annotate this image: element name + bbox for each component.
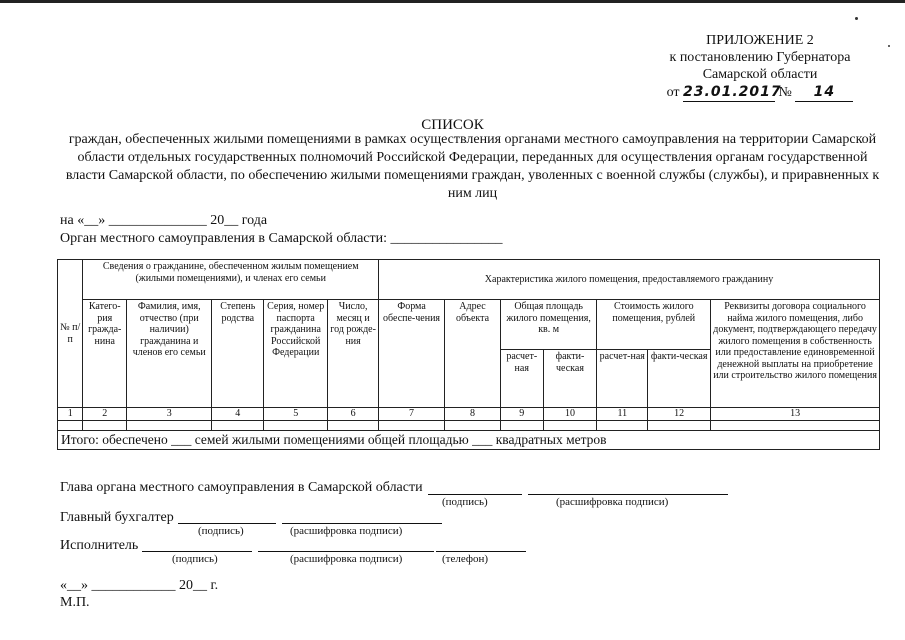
column-numbers-row xyxy=(58,408,880,421)
head-signature-line xyxy=(428,494,522,495)
header-group-housing: Характеристика жилого помещения, предоставляемого гражданину xyxy=(379,260,880,300)
executor-phone-caption: (телефон) xyxy=(442,553,489,565)
accountant-signature-line xyxy=(178,523,276,524)
header-address: Адрес объекта xyxy=(445,300,501,408)
stamp-place: М.П. xyxy=(60,595,90,610)
column-number: 6 xyxy=(328,408,379,421)
header-cost-calc: расчет-ная xyxy=(597,350,648,408)
column-number: 13 xyxy=(711,408,880,421)
header-fio: Фамилия, имя, отчество (при наличии) гражданина и членов его семьи xyxy=(127,300,212,408)
column-number: 7 xyxy=(379,408,445,421)
report-date-line: на «__» ______________ 20__ года xyxy=(60,213,268,228)
executor-phone-line xyxy=(436,551,526,552)
head-decoding-line xyxy=(528,494,728,495)
column-number: 3 xyxy=(127,408,212,421)
column-number: 9 xyxy=(500,408,543,421)
header-relation: Степень родства xyxy=(212,300,264,408)
column-number: 4 xyxy=(212,408,264,421)
scan-speck xyxy=(855,17,858,20)
total-row xyxy=(58,430,880,449)
header-category: Катего-рия гражда-нина xyxy=(83,300,127,408)
document-description: граждан, обеспеченных жилыми помещениями в рамках осуществления органами местного самоуправления на территории Самарской области отдельных государственных полномочий Российской Федерации, переданных для осуществления органам государственной власти Самарской области, по обеспечению жилыми помещениями граждан, уволенных с военной службы (службы), и приравненных к ним лиц xyxy=(65,132,880,201)
header-form: Форма обеспе-чения xyxy=(379,300,445,408)
accountant-label: Главный бухгалтер xyxy=(60,510,174,525)
appendix-title: ПРИЛОЖЕНИЕ 2 xyxy=(706,33,814,48)
handwritten-number: 14 xyxy=(795,84,853,102)
header-passport: Серия, номер паспорта гражданина Российской Федерации xyxy=(264,300,328,408)
header-num: № п/п xyxy=(58,260,83,408)
executor-decoding-line xyxy=(258,551,434,552)
accountant-decoding-line xyxy=(282,523,442,524)
total-text: Итого: обеспечено ___ семей жилыми помещениями общей площадью ___ квадратных метров xyxy=(58,430,880,449)
column-number: 10 xyxy=(543,408,597,421)
appendix-block xyxy=(640,32,880,102)
appendix-date-number: от 23.01.2017 № 14 xyxy=(640,84,880,102)
organ-line: Орган местного самоуправления в Самарской области: ________________ xyxy=(60,231,503,246)
handwritten-date: 23.01.2017 xyxy=(683,84,782,100)
header-area-actual: факти-ческая xyxy=(543,350,597,408)
document-title: СПИСОК xyxy=(421,117,484,133)
column-number: 1 xyxy=(58,408,83,421)
header-group-citizen: Сведения о гражданине, обеспеченном жилым помещением (жилыми помещениями), и членах его семьи xyxy=(83,260,379,300)
page-top-border xyxy=(0,0,905,3)
accountant-decoding-caption: (расшифровка подписи) xyxy=(290,525,403,537)
header-birth: Число, месяц и год рожде-ния xyxy=(328,300,379,408)
column-number: 8 xyxy=(445,408,501,421)
header-requisites: Реквизиты договора социального найма жилого помещения, либо документ, подтверждающего передачу жилого помещения в собственность или предоставление единовременной денежной выплаты на приобретение или строительство жилого помещения xyxy=(711,300,880,408)
column-number: 2 xyxy=(83,408,127,421)
head-decoding-caption: (расшифровка подписи) xyxy=(556,496,669,508)
executor-signature-caption: (подпись) xyxy=(172,553,218,565)
column-number: 11 xyxy=(597,408,648,421)
executor-label: Исполнитель xyxy=(60,538,139,553)
header-area: Общая площадь жилого помещения, кв. м xyxy=(500,300,596,350)
executor-decoding-caption: (расшифровка подписи) xyxy=(290,553,403,565)
header-cost: Стоимость жилого помещения, рублей xyxy=(597,300,711,350)
signature-date-line: «__» ____________ 20__ г. xyxy=(60,578,219,593)
appendix-region: Самарской области xyxy=(702,67,818,82)
accountant-signature-caption: (подпись) xyxy=(198,525,244,537)
head-label: Глава органа местного самоуправления в Самарской области xyxy=(60,480,423,495)
header-cost-actual: факти-ческая xyxy=(648,350,711,408)
scan-speck xyxy=(888,45,890,47)
head-signature-caption: (подпись) xyxy=(442,496,488,508)
appendix-resolution: к постановлению Губернатора xyxy=(669,50,851,65)
citizens-table xyxy=(57,259,880,450)
executor-signature-line xyxy=(142,551,252,552)
column-number: 5 xyxy=(264,408,328,421)
table-row xyxy=(58,420,880,430)
column-number: 12 xyxy=(648,408,711,421)
header-area-calc: расчет-ная xyxy=(500,350,543,408)
